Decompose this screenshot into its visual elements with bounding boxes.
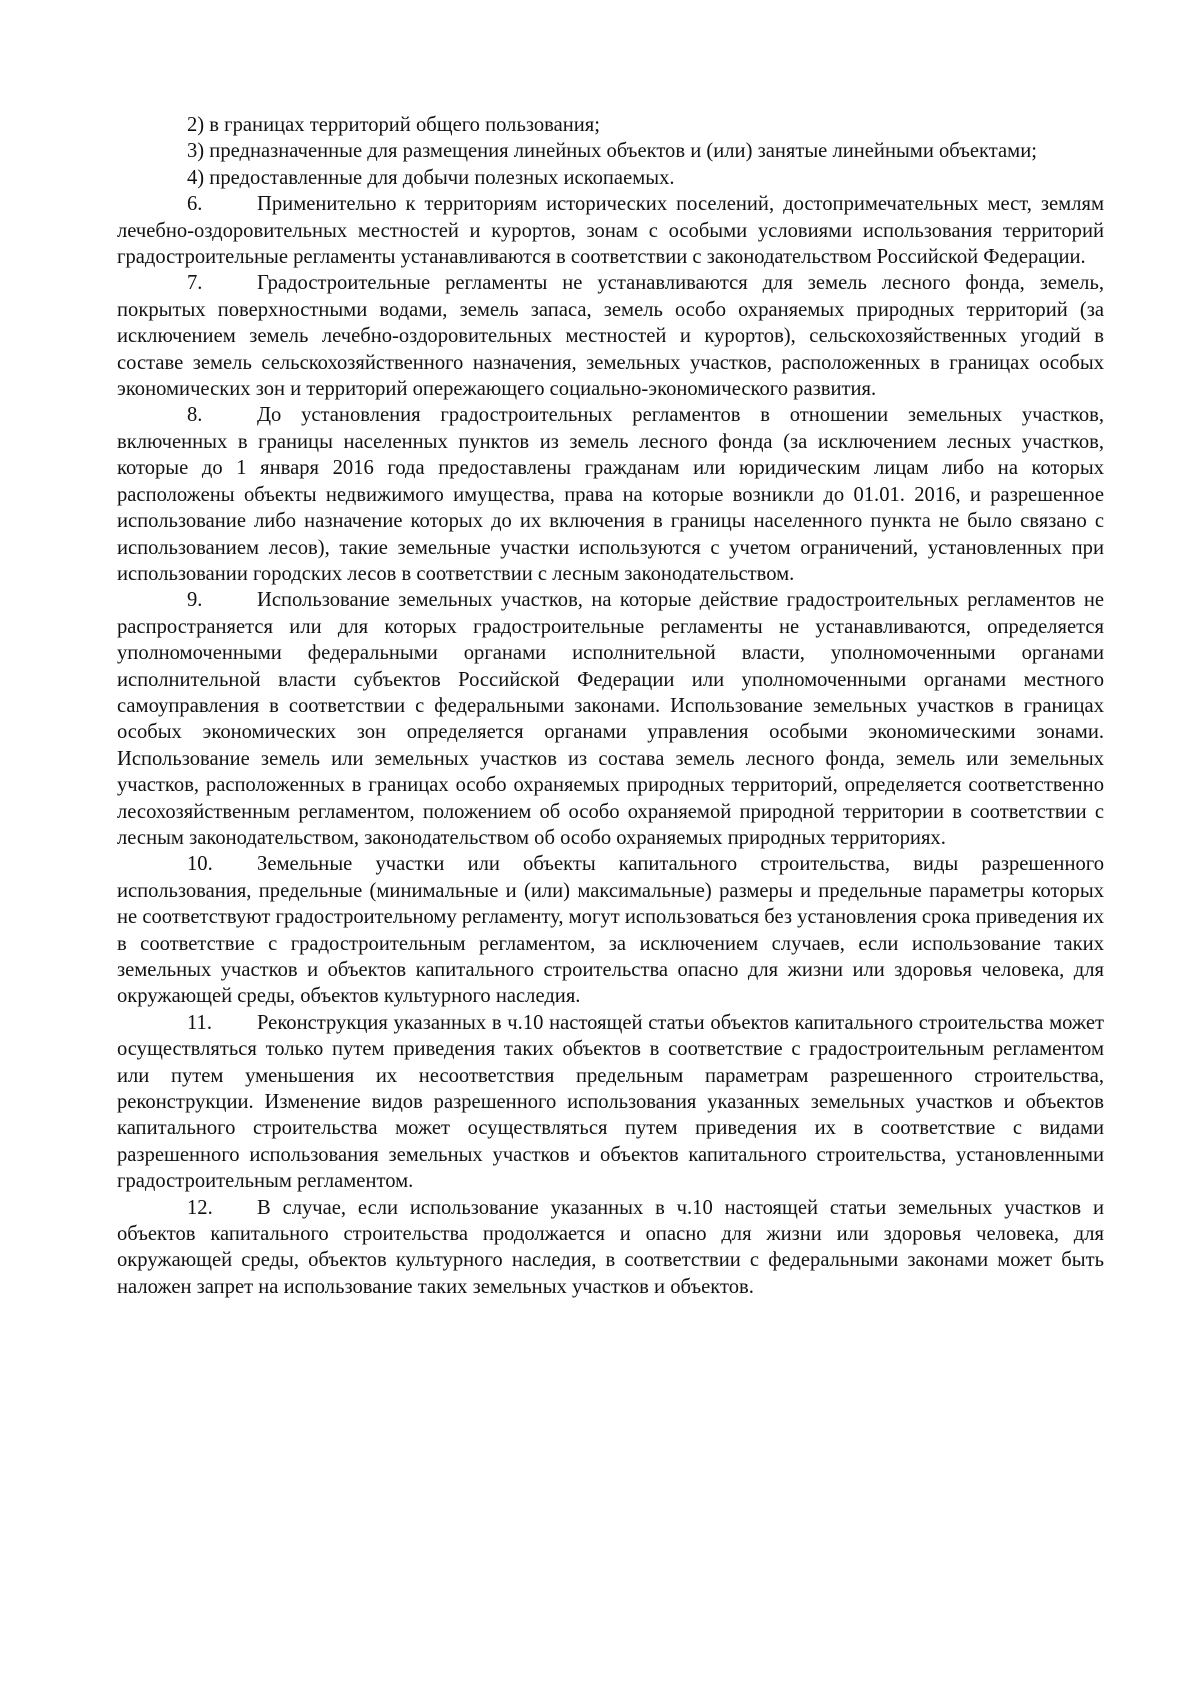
paragraph-text: В случае, если использование указанных в ч.10 настоящей статьи земельных участков и объектов капитального строительства продолжается и опасно для жизни или здоровья человека, для окружающей среды, объектов культурного наследия, в соответствии с федеральными законами может быть наложен запрет на использование таких земельных участков и объектов. bbox=[117, 1196, 1104, 1298]
paragraph-number: 9. bbox=[187, 589, 203, 612]
document-page bbox=[117, 112, 1104, 1300]
subitem-4: 4) предоставленные для добычи полезных ископаемых. bbox=[187, 166, 675, 189]
paragraph-10 bbox=[117, 851, 1104, 1009]
paragraph-text: Земельные участки или объекты капитального строительства, виды разрешенного использования, предельные (минимальные и (или) максимальные) размеры и предельные параметры которых не соответствуют градостроительному регламенту, могут использоваться без установления срока приведения их в соответствие с градостроительным регламентом, за исключением случаев, если использование таких земельных участков и объектов капитального строительства опасно для жизни или здоровья человека, для окружающей среды, объектов культурного наследия. bbox=[117, 853, 1104, 1008]
paragraph-number: 11. bbox=[187, 1011, 212, 1034]
paragraph-text: Использование земельных участков, на которые действие градостроительных регламентов не распространяется или для которых градостроительные регламенты не устанавливаются, определяется уполномоченными федеральными органами исполнительной власти, уполномоченными органами исполнительной власти субъектов Российской Федерации или уполномоченными органами местного самоуправления в соответствии с федеральными законами. Использование земельных участков в границах особых экономических зон определяется органами управления особыми экономическими зонами. Использование земель или земельных участков из состава земель лесного фонда, земель или земельных участков, расположенных в границах особо охраняемых природных территорий, определяется соответственно лесохозяйственным регламентом, положением об особо охраняемой природной территории в соответствии с лесным законодательством, законодательством об особо охраняемых природных территориях. bbox=[117, 589, 1104, 849]
paragraph-9 bbox=[117, 587, 1104, 851]
paragraph-11 bbox=[117, 1010, 1104, 1195]
paragraph-12 bbox=[117, 1195, 1104, 1301]
paragraph-number: 10. bbox=[187, 853, 213, 876]
paragraph-number: 12. bbox=[187, 1196, 213, 1219]
paragraph-text: Реконструкция указанных в ч.10 настоящей статьи объектов капитального строительства может осуществляться только путем приведения таких объектов в соответствие с градостроительным регламентом или путем уменьшения их несоответствия предельным параметрам разрешенного строительства, реконструкции. Изменение видов разрешенного использования указанных земельных участков и объектов капитального строительства может осуществляться путем приведения их в соответствие с видами разрешенного использования земельных участков и объектов капитального строительства, установленными градостроительным регламентом. bbox=[117, 1011, 1104, 1193]
paragraph-number: 7. bbox=[187, 272, 203, 295]
paragraph-number: 8. bbox=[187, 404, 203, 427]
subitem-2: 2) в границах территорий общего пользования; bbox=[187, 114, 600, 136]
subitem-3: 3) предназначенные для размещения линейных объектов и (или) занятые линейными объектами; bbox=[187, 140, 1037, 163]
paragraph-number: 6. bbox=[187, 193, 203, 216]
paragraph-8 bbox=[117, 402, 1104, 587]
paragraph-text: До установления градостроительных регламентов в отношении земельных участков, включенных в границы населенных пунктов из земель лесного фонда (за исключением лесных участков, которые до 1 января 2016 года предоставлены гражданам или юридическим лицам либо на которых расположены объекты недвижимого имущества, права на которые возникли до 01.01. 2016, и разрешенное использование либо назначение которых до их включения в границы населенного пункта не было связано с использованием лесов), такие земельные участки используются с учетом ограничений, установленных при использовании городских лесов в соответствии с лесным законодательством. bbox=[117, 404, 1104, 585]
paragraph-text: Градостроительные регламенты не устанавливаются для земель лесного фонда, земель, покрытых поверхностными водами, земель запаса, земель особо охраняемых природных территорий (за исключением земель лечебно-оздоровительных местностей и курортов), сельскохозяйственных угодий в составе земель сельскохозяйственного назначения, земельных участков, расположенных в границах особых экономических зон и территорий опережающего социально-экономического развития. bbox=[117, 272, 1104, 401]
paragraph-6 bbox=[117, 191, 1104, 270]
paragraph-text: Применительно к территориям исторических поселений, достопримечательных мест, землям лечебно-оздоровительных местностей и курортов, зонам с особыми условиями использования территорий градостроительные регламенты устанавливаются в соответствии с законодательством Российской Федерации. bbox=[117, 193, 1104, 269]
paragraph-7 bbox=[117, 270, 1104, 402]
